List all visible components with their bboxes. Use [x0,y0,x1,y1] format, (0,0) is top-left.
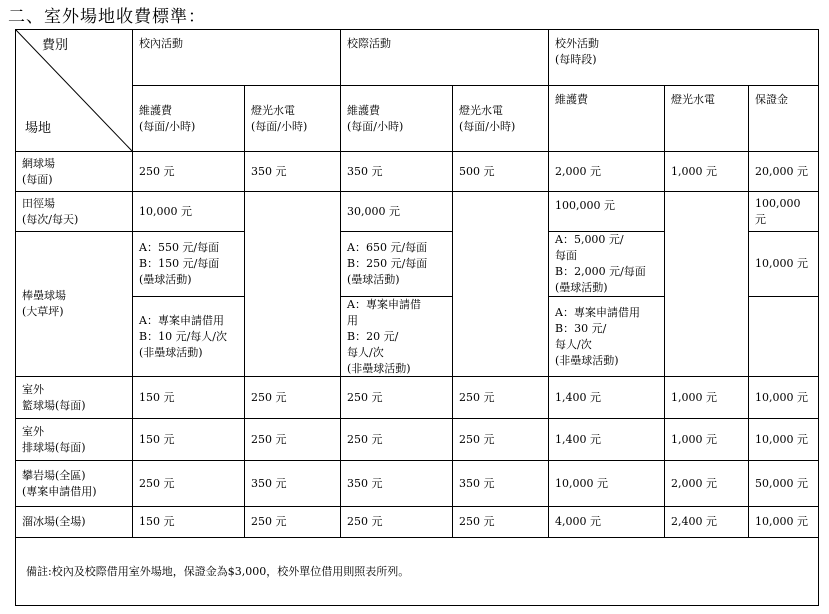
venue-track: 田徑場 (每次/每天) [16,192,133,232]
cell: 150 元 [133,419,245,461]
table-row [16,461,819,507]
cell: A：專案申請借用 B：30 元/ 每人/次 (非壘球活動) [549,296,665,377]
venue-basketball: 室外 籃球場(每面) [16,377,133,419]
cell: 350 元 [453,461,549,507]
cell: 10,000 元 [749,419,819,461]
cell-empty [453,192,549,377]
section-title: 二、室外場地收費標準： [8,7,206,27]
cell: 30,000 元 [341,192,453,232]
venue-tennis: 網球場 (每面) [16,152,133,192]
note-row [16,538,819,606]
cell: 250 元 [341,419,453,461]
header-off-maint: 維護費 [549,86,665,152]
cell: A：550 元/每面 B：150 元/每面 (壘球活動) [133,232,245,297]
cell: 150 元 [133,377,245,419]
cell: 250 元 [245,419,341,461]
header-off-campus [549,30,819,86]
venue-climbing: 攀岩場(全區) (專案申請借用) [16,461,133,507]
corner-header-cell [16,30,133,152]
table-row [16,152,819,192]
cell: A：專案申請借 用 B：20 元/ 每人/次 (非壘球活動) [341,296,453,377]
cell-empty [245,192,341,377]
off-campus-label: 校外活動 [555,37,599,50]
cell: 1,000 元 [665,419,749,461]
cell: 250 元 [341,507,453,538]
cell: A：650 元/每面 B：250 元/每面 (壘球活動) [341,232,453,297]
cell: 10,000 元 [549,461,665,507]
cell: 50,000 元 [749,461,819,507]
cell: 250 元 [245,507,341,538]
header-deposit: 保證金 [749,86,819,152]
cell-empty [749,296,819,377]
fee-table [15,29,819,606]
cell: A：專案申請借用 B：10 元/每人/次 (非壘球活動) [133,296,245,377]
cell: 10,000 元 [133,192,245,232]
cell: 1,400 元 [549,377,665,419]
table-row [16,507,819,538]
cell: 250 元 [453,377,549,419]
cell: 10,000 元 [749,232,819,297]
cell: 150 元 [133,507,245,538]
header-int-util: 燈光水電 (每面/小時) [453,86,549,152]
cell: 350 元 [245,152,341,192]
table-row [16,192,819,232]
header-on-maint: 維護費 (每面/小時) [133,86,245,152]
table-row [16,377,819,419]
cell: 100,000 元 [749,192,819,232]
cell: 350 元 [341,152,453,192]
cell: 250 元 [133,461,245,507]
cell: 350 元 [341,461,453,507]
cell: 1,000 元 [665,152,749,192]
cell-empty [665,192,749,377]
cell: 250 元 [453,419,549,461]
cell: 2,000 元 [665,461,749,507]
cell: 250 元 [453,507,549,538]
note-text: 備註:校內及校際借用室外場地，保證金為$3,000，校外單位借用則照表所列。 [16,538,819,606]
venue-label: 場地 [25,121,52,137]
venue-baseball: 棒壘球場 (大草坪) [16,232,133,377]
fee-type-label: 費別 [42,38,69,53]
off-campus-period: (每時段) [555,52,597,66]
cell: 500 元 [453,152,549,192]
cell: 350 元 [245,461,341,507]
cell: 100,000 元 [549,192,665,232]
header-inter-school: 校際活動 [341,30,549,86]
venue-skating: 溜冰場(全場) [16,507,133,538]
cell: 250 元 [341,377,453,419]
cell: 1,400 元 [549,419,665,461]
header-on-util: 燈光水電 (每面/小時) [245,86,341,152]
header-off-util: 燈光水電 [665,86,749,152]
cell: 2,000 元 [549,152,665,192]
cell: 10,000 元 [749,377,819,419]
cell: 250 元 [133,152,245,192]
header-on-campus: 校內活動 [133,30,341,86]
cell: 250 元 [245,377,341,419]
table-row [16,419,819,461]
cell: 4,000 元 [549,507,665,538]
cell: A：5,000 元/ 每面 B：2,000 元/每面 (壘球活動) [549,232,665,297]
header-int-maint: 維護費 (每面/小時) [341,86,453,152]
cell: 1,000 元 [665,377,749,419]
cell: 20,000 元 [749,152,819,192]
cell: 10,000 元 [749,507,819,538]
cell: 2,400 元 [665,507,749,538]
venue-volleyball: 室外 排球場(每面) [16,419,133,461]
